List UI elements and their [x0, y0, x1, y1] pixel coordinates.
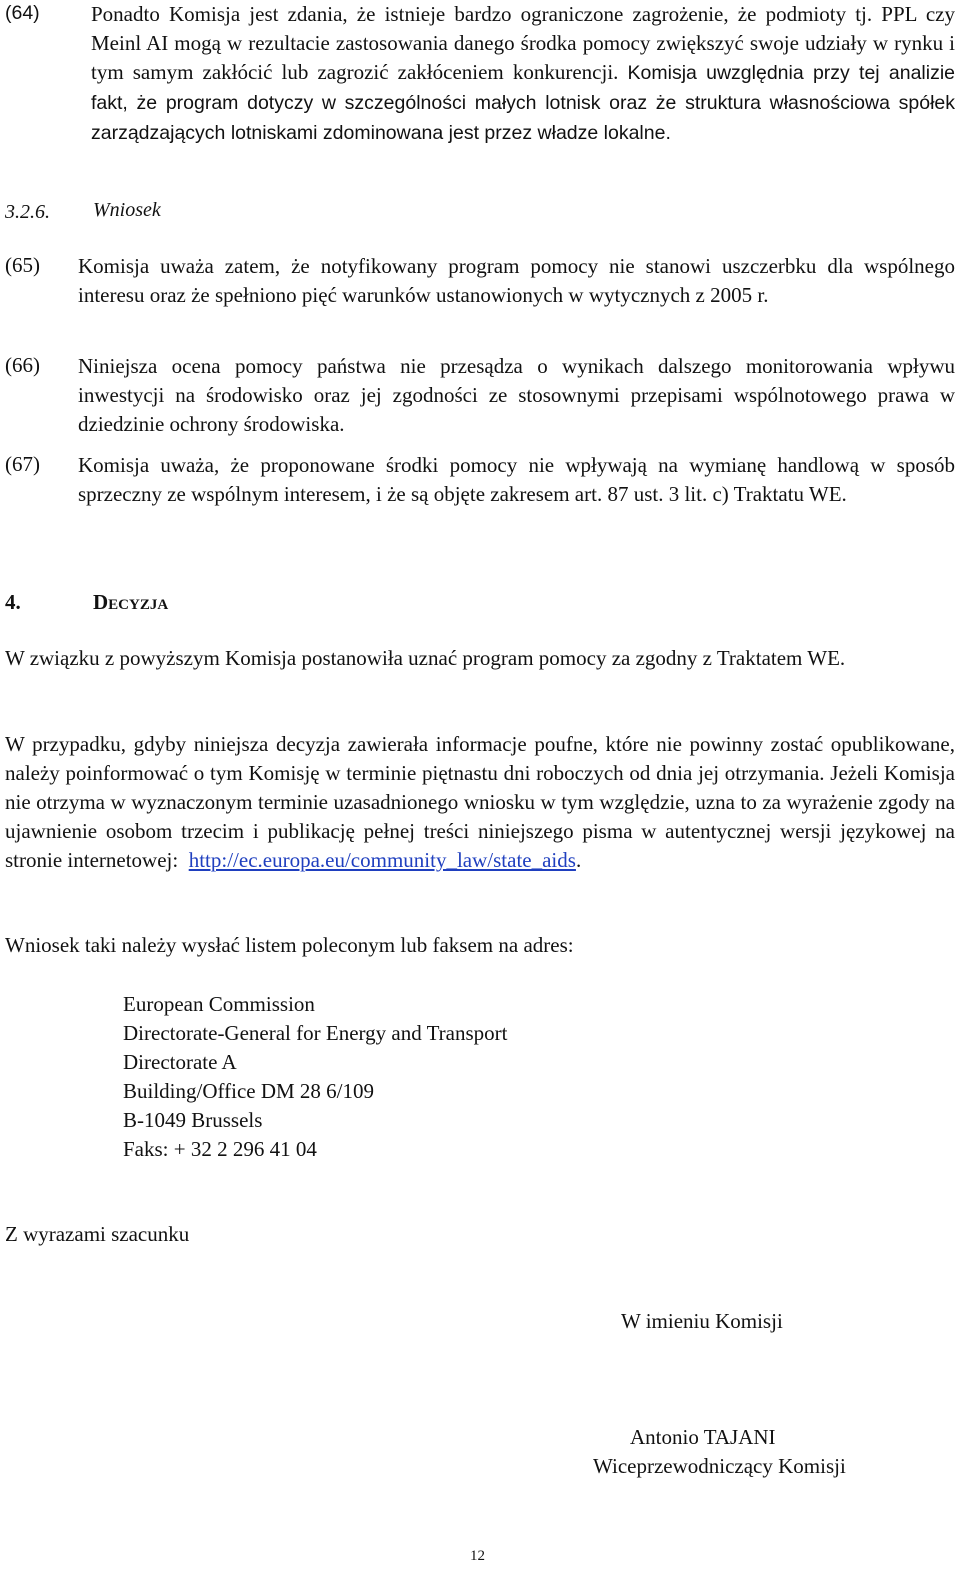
paragraph-text — [91, 0, 955, 148]
section-heading-4 — [5, 590, 169, 615]
paragraph-text-sans: Komisja uwzględnia przy tej analizie fakt, że program dotyczy w szczególności małych lotnisk oraz że struktura własnościowa spółek zarządzających lotniskami zdominowana jest przez władze lokalne. — [91, 62, 956, 144]
address-block — [123, 990, 507, 1164]
paragraph-number: (64) — [5, 2, 40, 24]
address-line: European Commission — [123, 992, 315, 1016]
decision-text: W związku z powyższym Komisja postanowiła uznać program pomocy za zgodny z Traktatem WE. — [5, 646, 846, 670]
section-title: Wniosek — [93, 199, 161, 221]
signatory-title: Wiceprzewodniczący Komisji — [593, 1454, 846, 1478]
section-heading-3-2-6 — [5, 199, 161, 224]
closing-text: Z wyrazami szacunku — [5, 1222, 190, 1246]
paragraph-text: Komisja uważa zatem, że notyfikowany program pomocy nie stanowi uszczerbku dla wspólnego interesu oraz że spełniono pięć warunków ustanowionych w wytycznych z 2005 r. — [78, 254, 955, 307]
paragraph-text: Niniejsza ocena pomocy państwa nie przesądza o wynikach dalszego monitorowania wpływu inwestycji na środowisko oraz jej zgodności ze stosownymi przepisami wspólnotowego prawa w dziedzinie ochrony środowiska. — [78, 354, 955, 436]
address-line: Building/Office DM 28 6/109 — [123, 1079, 375, 1103]
send-request-text: Wniosek taki należy wysłać listem poleconym lub faksem na adres: — [5, 933, 574, 957]
state-aids-link[interactable]: http://ec.europa.eu/community_law/state_aids — [188, 848, 576, 872]
paragraph-number: (65) — [5, 253, 40, 277]
address-line: Faks: + 32 2 296 41 04 — [123, 1137, 317, 1161]
section-number: 3.2.6. — [5, 201, 50, 223]
confidentiality-text: W przypadku, gdyby niniejsza decyzja zawierała informacje poufne, które nie powinny zostać opublikowane, należy poinformować o tym Komisję w terminie piętnastu dni roboczych od dnia jej otrzymania. Jeżeli Komisja nie otrzyma w wyznaczonym terminie uzasadnionego wniosku w tym względzie, uzna to za wyrażenie zgody na ujawnienie osobom trzecim i publikację pełnej treści niniejszego pisma w autentycznej wersji językowej na stronie internetowej: — [5, 732, 955, 872]
paragraph-text: Komisja uważa, że proponowane środki pomocy nie wpływają na wymianę handlową w sposób sprzeczny ze wspólnym interesem, i że są objęte zakresem art. 87 ust. 3 lit. c) Traktatu WE. — [78, 453, 955, 506]
on-behalf-text: W imieniu Komisji — [621, 1309, 783, 1333]
page-number: 12 — [470, 1548, 485, 1564]
address-line: Directorate-General for Energy and Transport — [123, 1021, 508, 1045]
section-title: DECYZJA — [93, 590, 169, 614]
paragraph-number: (66) — [5, 353, 40, 377]
section-number: 4. — [5, 590, 21, 614]
paragraph-text-serif: Ponadto Komisja jest zdania, że istnieje bardzo ograniczone zagrożenie, że podmioty tj. PPL czy Meinl AI mogą w rezultacie zastosowania danego środka pomocy zwiększyć swoje udziały w rynku i tym samym zakłócić lub zagrozić zakłóceniem konkurencji. — [91, 2, 955, 84]
address-line: Directorate A — [123, 1050, 237, 1074]
confidentiality-paragraph: W przypadku, gdyby niniejsza decyzja zawierała informacje poufne, które nie powinny zostać opublikowane, należy poinformować o tym Komisję w terminie piętnastu dni roboczych od dnia jej otrzymania. Jeżeli Komisja nie otrzyma w wyznaczonym terminie uzasadnionego wniosku w tym względzie, uzna to za wyrażenie zgody na ujawnienie osobom trzecim i publikację pełnej treści niniejszego pisma w autentycznej wersji językowej na stronie internetowej: http://ec.europa.eu/community_law/state_aids. — [5, 732, 955, 872]
signatory-name: Antonio TAJANI — [630, 1425, 776, 1449]
paragraph-number: (67) — [5, 452, 40, 476]
address-line: B-1049 Brussels — [123, 1108, 263, 1132]
